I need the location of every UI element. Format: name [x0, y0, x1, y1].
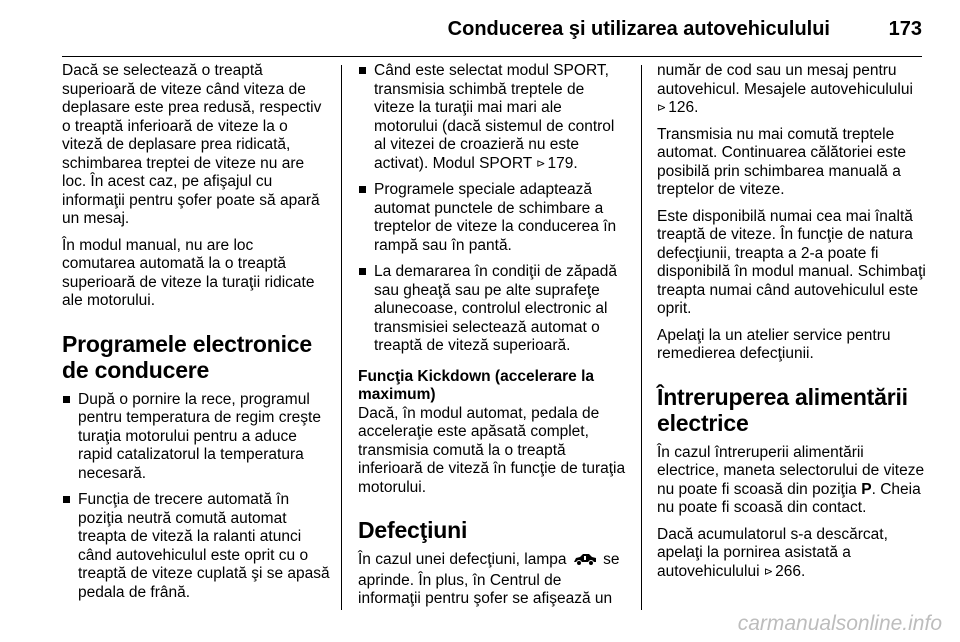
page-reference-icon: ⊳ — [657, 102, 667, 114]
section-heading-defects: Defecţiuni — [358, 517, 468, 543]
paragraph: Transmisia nu mai comută treptele automat. Continuarea călătoriei este posibilă prin schimbarea manuală a treptelor de viteze. — [657, 125, 907, 198]
bullet-square-icon — [359, 186, 366, 193]
page-reference-icon: ⊳ — [763, 565, 774, 578]
paragraph-text: În cazul întreruperii alimentării electrice, maneta selectorului de viteze nu poate fi scoasă din poziţia — [657, 443, 925, 498]
section-heading-electronic-programs: Programele electronice de conducere — [62, 330, 312, 383]
bullet-square-icon — [359, 67, 366, 74]
paragraph: Apelaţi la un atelier service pentru remedierea defecţiunii. — [657, 326, 891, 362]
bullet-list — [62, 391, 330, 603]
bullet-list — [358, 62, 626, 356]
car-warning-icon — [573, 553, 597, 572]
list-item — [358, 181, 626, 255]
paragraph-text: număr de cod sau un mesaj pentru autovehicul. Mesajele autovehiculului — [657, 62, 913, 98]
paragraph — [657, 526, 927, 582]
paragraph-text: se aprinde. În plus, în Centrul de informaţii pentru şofer se afişează un — [358, 551, 620, 607]
page-reference[interactable]: 266. — [775, 562, 806, 580]
list-item-text: Funcţia de trecere automată în poziţia neutră comută automat treapta de viteză la ralanti atunci când autovehiculul este oprit cu o treaptă de viteze cuplată şi se apasă pedala de frână. — [78, 491, 330, 601]
list-item-text: La demararea în condiţii de zăpadă sau gheaţă sau pe alte suprafeţe alunecoase, controlul electronic al transmisiei selectează automat o treaptă de viteză superioară. — [374, 263, 617, 354]
page-reference-icon: ⊳ — [536, 157, 546, 170]
column-3 — [657, 62, 927, 589]
list-item — [62, 491, 330, 602]
column-divider-2 — [641, 65, 642, 610]
paragraph-text: Dacă acumulatorul s-a descărcat, apelaţi la pornirea asistată a autovehiculului — [657, 525, 888, 580]
paragraph: Dacă, în modul automat, pedala de acceleraţie este apăsată complet, transmisia comută la o treaptă inferioară de viteză în funcţie de turaţia motorului. — [358, 404, 626, 496]
page-reference[interactable]: 126. — [668, 99, 699, 116]
section-heading-power-interruption: Întreruperea alimentării electrice — [657, 383, 908, 436]
list-item — [358, 62, 626, 173]
column-1 — [62, 62, 330, 610]
bullet-square-icon — [63, 496, 70, 503]
paragraph-text: . Cheia nu poate fi scoasă din contact. — [657, 480, 921, 516]
page-reference[interactable]: 179. — [547, 154, 578, 172]
paragraph-text: În cazul unei defecţiuni, lampa — [358, 551, 567, 568]
bullet-square-icon — [359, 268, 366, 275]
list-item — [62, 391, 330, 484]
paragraph: Dacă se selectează o treaptă superioară de viteze când viteza de deplasare este prea redusă, respectiv o treaptă inferioară de viteze la o viteză de deplasare prea ridicată, schimbarea treptei de viteze nu are loc. În acest caz, pe afişajul cu informaţii pentru şofer poate să apară un mesaj. — [62, 62, 322, 227]
paragraph: Este disponibilă numai cea mai înaltă treaptă de viteze. În funcţie de natura defecţiunii, treapta a 2-a poate fi disponibilă în modul manual. Schimbaţi treapta numai când autovehiculul este oprit. — [657, 207, 926, 317]
bullet-square-icon — [63, 396, 70, 403]
paragraph — [657, 62, 927, 118]
header-rule — [62, 56, 922, 57]
gear-position-label: P — [861, 480, 872, 498]
watermark: carmanualsonline.info — [737, 612, 942, 635]
list-item-text: După o pornire la rece, programul pentru temperatura de regim creşte turaţia motorului pentru a aduce rapid catalizatorul la temperatura necesară. — [78, 390, 321, 482]
header-title: Conducerea şi utilizarea autovehiculului — [447, 18, 830, 40]
paragraph: În modul manual, nu are loc comutarea automată la o treaptă superioară de viteze la turaţii ridicate ale motorului. — [62, 236, 315, 309]
page-number: 173 — [888, 18, 922, 40]
page-header — [0, 0, 960, 58]
list-item-text: Programele speciale adaptează automat punctele de schimbare a treptelor de viteze la conducerea în rampă sau în pantă. — [374, 181, 617, 254]
paragraph — [358, 551, 626, 609]
list-item-text: Când este selectat modul SPORT, transmisia schimbă treptele de viteze la turaţii mai mari ale motorului (dacă sistemul de control al vitezei de croazieră nu este activat). Modul SPORT — [374, 62, 615, 172]
list-item — [358, 263, 626, 356]
column-2 — [358, 62, 626, 617]
column-divider-1 — [341, 65, 342, 610]
paragraph — [657, 444, 927, 518]
section-heading-kickdown: Funcţia Kickdown (accelerare la maximum) — [358, 367, 595, 403]
